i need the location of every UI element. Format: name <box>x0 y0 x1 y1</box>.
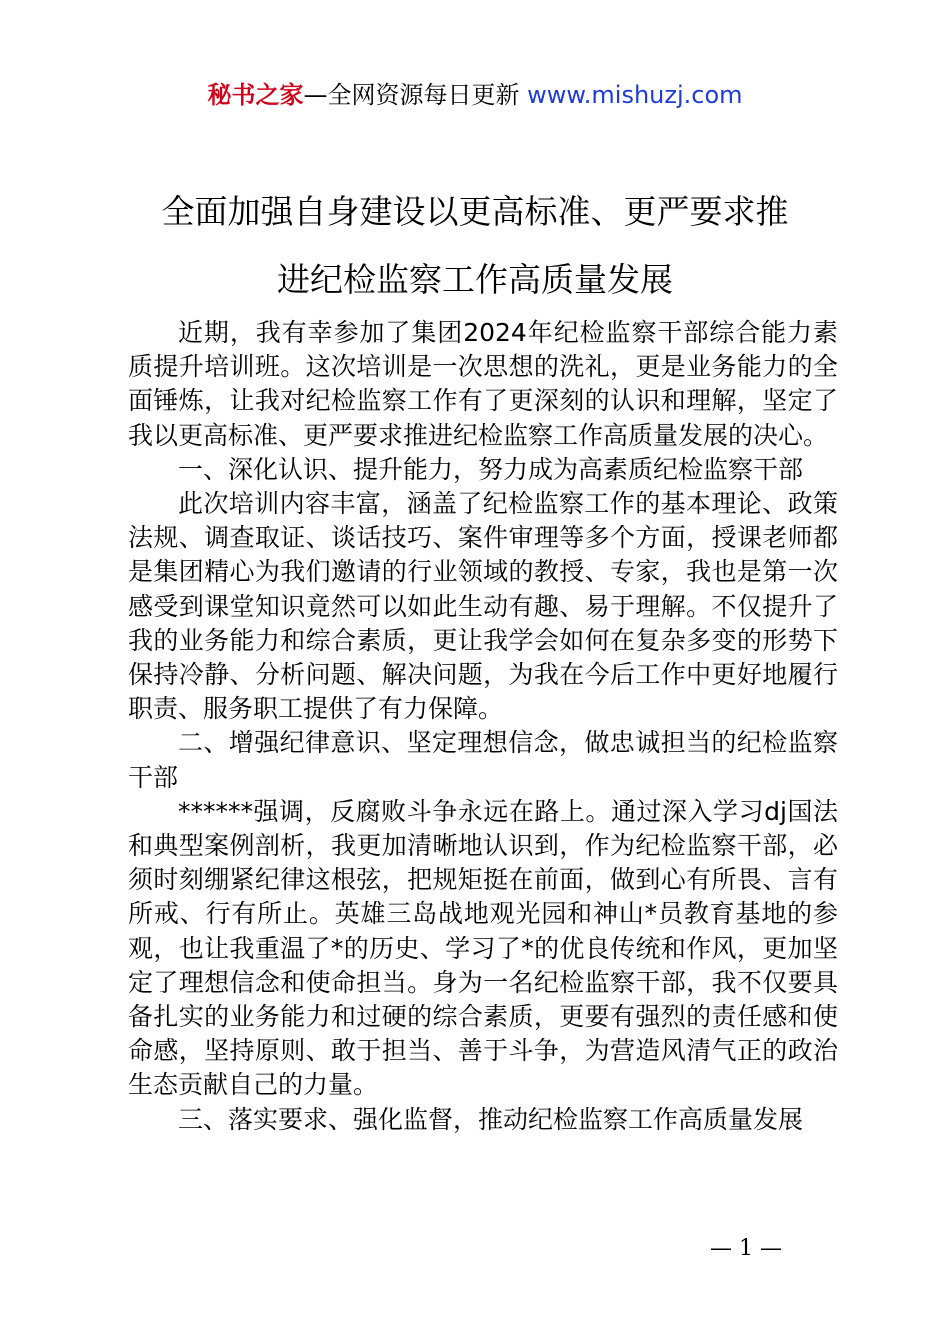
page-number-text: — 1 — <box>710 1236 782 1261</box>
header-tagline: —全网资源每日更新 <box>303 81 520 109</box>
section-heading-1: 一、深化认识、提升能力，努力成为高素质纪检监察干部 <box>178 454 804 484</box>
section-2-paragraph: ******强调，反腐败斗争永远在路上。通过深入学习dj国法和典型案例剖析，我更加清晰地认识到，作为纪检监察干部，必须时刻绷紧纪律这根弦，把规矩挺在前面，做到心有所畏、言有所戒、行有所止。英雄三岛战地观光园和神山*员教育基地的参观，也让我重温了*的历史、学习了*的优良传统和作风，更加坚定了理想信念和使命担当。身为一名纪检监察干部，我不仅要具备扎实的业务能力和过硬的综合素质，更要有强烈的责任感和使命感，坚持原则、敢于担当、善于斗争，为营造风清气正的政治生态贡献自己的力量。 <box>128 796 838 1100</box>
section-heading-3: 三、落实要求、强化监督，推动纪检监察工作高质量发展 <box>178 1104 804 1134</box>
section-1-paragraph: 此次培训内容丰富，涵盖了纪检监察工作的基本理论、政策法规、调查取证、谈话技巧、案件审理等多个方面，授课老师都是集团精心为我们邀请的行业领域的教授、专家，我也是第一次感受到课堂知识竟然可以如此生动有趣、易于理解。不仅提升了我的业务能力和综合素质，更让我学会如何在复杂多变的形势下保持冷静、分析问题、解决问题，为我在今后工作中更好地履行职责、服务职工提供了有力保障。 <box>128 489 838 724</box>
document-title-line-1: 全面加强自身建设以更高标准、更严要求推 <box>161 192 789 231</box>
brand-name: 秘书之家 <box>207 81 304 109</box>
site-url-link[interactable]: www.mishuzj.com <box>527 81 743 109</box>
site-header <box>0 78 950 112</box>
page-number <box>0 1236 950 1261</box>
intro-paragraph: 近期，我有幸参加了集团2024年纪检监察干部综合能力素质提升培训班。这次培训是一次思想的洗礼，更是业务能力的全面锤炼，让我对纪检监察工作有了更深刻的认识和理解，坚定了我以更高标准、更严要求推进纪检监察工作高质量发展的决心。 <box>128 318 838 450</box>
document-body <box>128 316 838 1137</box>
section-heading-2: 二、增强纪律意识、坚定理想信念，做忠诚担当的纪检监察干部 <box>128 728 838 792</box>
document-title-line-2: 进纪检监察工作高质量发展 <box>277 260 673 299</box>
